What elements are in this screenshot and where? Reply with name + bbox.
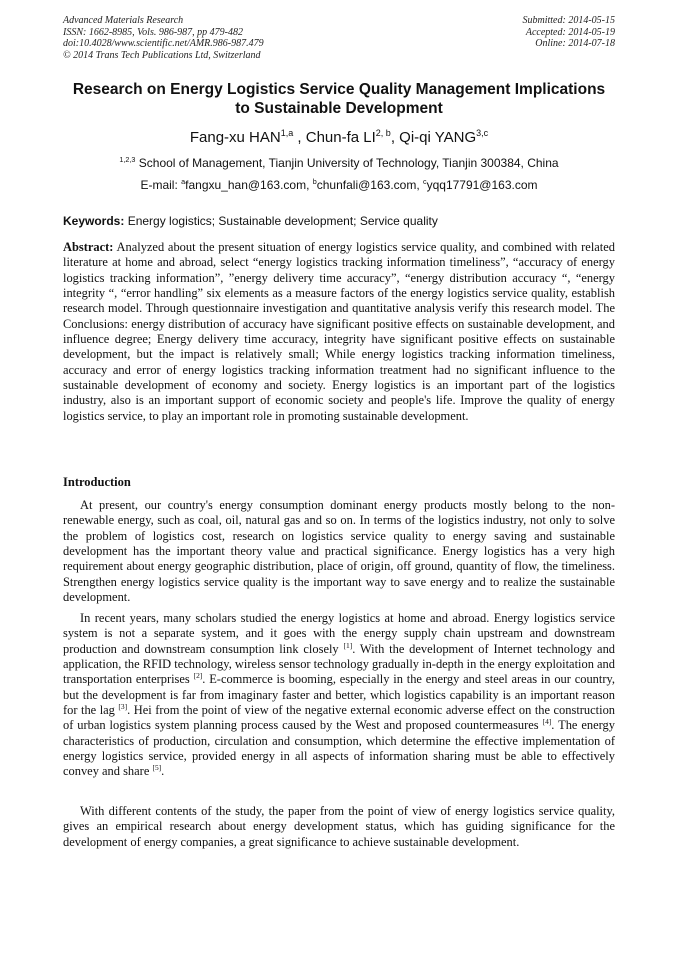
paper-title	[60, 80, 618, 118]
keywords	[63, 213, 615, 229]
intro-paragraph-1: At present, our country's energy consumption dominant energy products mostly belong to the non-renewable energy, such as coal, oil, natural gas and so on. In terms of the logistics industry, not only to solve the problem of logistics cost, research on logistics service quality to energy saving and sustainable development has the important theory value and practical significance. Energy logistics has a very high requirement about energy geographic distribution, place of origin, off ground, quantity of flow, the timeliness. Strengthen energy logistics service quality is the important way to save energy and to realize the sustainable development.	[63, 498, 615, 605]
email-1-sup: a	[181, 177, 186, 186]
author-3: Qi-qi YANG	[399, 129, 477, 146]
p2-text-a: In recent years, many scholars studied the energy logistics at home and abroad. Energy logistics service system is not a separate system, and it goes with the energy supply chain upstream and downstream production and downstream consumption link closely	[63, 611, 615, 656]
citation-3: [3]	[118, 701, 128, 711]
p2-text-f: .	[161, 764, 165, 779]
author-1-sup: 1,a	[280, 128, 294, 138]
p2-text-b: . With the development of Internet technology and application, the RFID technology, wireless sensor technology gradually in-depth in the energy exploitation and transportation enterprises	[63, 641, 616, 687]
issn-line: ISSN: 1662-8985, Vols. 986-987, pp 479-482	[63, 26, 243, 38]
p2-text-d: . Hei from the point of view of the negative external economic adverse effect on the construction of urban logistics system planning process caused by the West and proposed countermeasures	[63, 703, 616, 733]
intro-paragraph-2	[63, 611, 615, 780]
author-list: Fang-xu HAN$^{1,a}$ , Chun-fa LI$^{2, b}$, Qi-qi YANG$^{3,c}$	[189, 128, 489, 146]
abstract-text: Analyzed about the present situation of energy logistics service quality, and combined with related literature at home and abroad, select “energy logistics tracking information timeliness”, “accuracy of energy logistics tracking information”, ”energy delivery time accuracy”, “energy distribution accuracy “, “energy integrity “, “error handling” six elements as a measure factors of the energy logistics service quality, establish research model. Through questionnaire investigation and quantitative analysis verify this research model. The Conclusions: energy distribution of accuracy have significant positive effects on sustainable development, and influence degree; Energy delivery time accuracy, integrity have significant positive effects on sustainable development, but the impact is relatively small; While energy logistics tracking information timeliness, accuracy and error of energy logistics tracking information treatment had no significant influence to the sustainable development of economy and society. Energy logistics is an important part of the logistics industry, also is an important support of economic society and people's life. Improve the quality of energy logistics service, to play an important role in promoting sustainable development.	[63, 240, 615, 423]
p2-text-e: . The energy characteristics of production, circulation and consumption, which determine the effective implementation of energy logistics service, provided energy in all aspects of information sharing must be able to effectively convey and share	[63, 718, 615, 779]
affiliation	[60, 155, 618, 171]
email-3-sup: c	[423, 177, 427, 186]
email-line	[60, 177, 618, 193]
citation-2: [2]	[193, 671, 203, 681]
abstract	[63, 240, 615, 424]
email-2-sup: b	[312, 177, 317, 186]
journal-name: Advanced Materials Research	[63, 15, 184, 26]
email-label: E-mail:	[140, 178, 178, 192]
submitted-date: Submitted: 2014-05-15	[522, 15, 615, 26]
keywords-text: Energy logistics; Sustainable development; Service quality	[127, 214, 438, 228]
email-1: fangxu_han@163.com,	[185, 178, 310, 192]
citation-4: [4]	[542, 717, 552, 727]
author-2-sup: 2, b	[375, 128, 391, 138]
author-3-sup: 3,c	[476, 128, 489, 138]
p2-text-c: . E-commerce is booming, especially in the energy and steel areas in our country, but the development is far from imaginary faster and better, which logistics capability is an important reason for the lag	[63, 672, 615, 718]
journal-header-left	[63, 15, 264, 61]
author-1: Fang-xu HAN	[189, 129, 281, 146]
abstract-label: Abstract:	[63, 240, 114, 254]
copyright-line: © 2014 Trans Tech Publications Ltd, Switzerland	[63, 49, 261, 61]
email-2: chunfali@163.com,	[316, 178, 420, 192]
keywords-label: Keywords:	[63, 214, 125, 228]
accepted-date: Accepted: 2014-05-19	[525, 26, 615, 38]
title-line-1: Research on Energy Logistics Service Quality Management Implications	[72, 81, 606, 98]
online-date: Online: 2014-07-18	[535, 38, 615, 49]
affiliation-text: School of Management, Tianjin University of Technology, Tianjin 300384, China	[138, 156, 559, 170]
citation-1: [1]	[343, 640, 353, 650]
email-3: yqq17791@163.com	[426, 178, 538, 192]
journal-header-right	[523, 15, 616, 50]
doi-line: doi:10.4028/www.scientific.net/AMR.986-987.479	[63, 38, 264, 49]
affiliation-sup: 1,2,3	[119, 155, 136, 164]
title-line-2: to Sustainable Development	[235, 100, 443, 117]
citation-5: [5]	[152, 763, 162, 773]
author-2: Chun-fa LI	[305, 129, 376, 146]
introduction-heading: Introduction	[63, 475, 131, 489]
intro-paragraph-3: With different contents of the study, the paper from the point of view of energy logistics service quality, gives an empirical research about energy development status, which has guiding significance for the development of energy companies, a great significance to achieve sustainable development.	[63, 804, 615, 849]
